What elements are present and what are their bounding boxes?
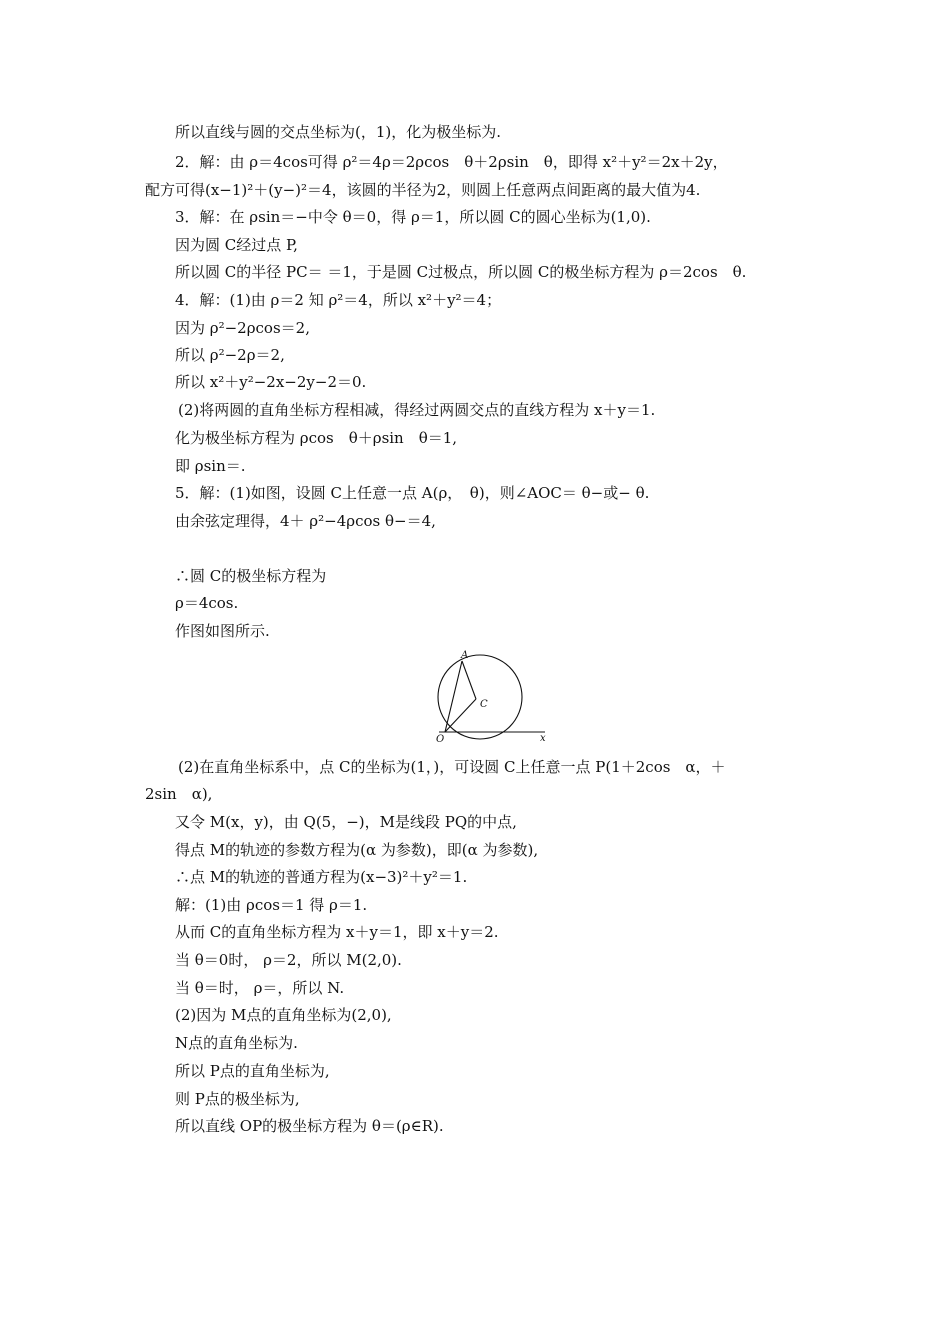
text-line: 2sin α), — [145, 785, 213, 803]
text-line: 作图如图所示. — [175, 622, 270, 640]
segment-oa — [445, 661, 462, 732]
text-line: 所以 ρ²−2ρ＝2, — [175, 346, 285, 364]
text-line: 所以直线 OP的极坐标方程为 θ＝(ρ∈R). — [175, 1117, 444, 1135]
text-line: 解：(1)由 ρcos＝1 得 ρ＝1. — [175, 896, 368, 914]
text-line: N点的直角坐标为. — [175, 1034, 298, 1052]
text-line: (2)在直角坐标系中，点 C的坐标为(1，)，可设圆 C上任意一点 P(1＋2cos α，＋ — [178, 758, 726, 776]
text-line: 由余弦定理得，4＋ ρ²−4ρcos θ−＝4, — [175, 512, 436, 530]
text-line: (2)因为 M点的直角坐标为(2,0), — [175, 1006, 392, 1024]
text-line: 所以 P点的直角坐标为, — [175, 1062, 330, 1080]
text-line: ∴圆 C的极坐标方程为 — [175, 567, 327, 585]
text-line: 所以圆 C的半径 PC＝ ＝1，于是圆 C过极点，所以圆 C的极坐标方程为 ρ＝2cos θ. — [175, 263, 747, 281]
text-line: 则 P点的极坐标为, — [175, 1090, 300, 1108]
text-line: 5．解：(1)如图，设圆 C上任意一点 A(ρ， θ)，则∠AOC＝ θ−或− θ. — [175, 484, 650, 502]
circle-figure — [425, 645, 555, 745]
label-x: x — [540, 733, 546, 744]
text-line: 因为 ρ²−2ρcos＝2, — [175, 319, 310, 337]
label-o: O — [436, 734, 445, 745]
text-line: 又令 M(x，y)，由 Q(5，−)，M是线段 PQ的中点, — [175, 813, 517, 831]
text-line: 4．解：(1)由 ρ＝2 知 ρ²＝4，所以 x²＋y²＝4； — [175, 291, 502, 309]
text-line: 所以直线与圆的交点坐标为(，1)，化为极坐标为. — [175, 123, 502, 141]
text-line: 从而 C的直角坐标方程为 x＋y＝1，即 x＋y＝2. — [175, 923, 499, 941]
text-line: ρ＝4cos. — [175, 594, 239, 612]
text-line: 配方可得(x−1)²＋(y−)²＝4，该圆的半径为2，则圆上任意两点间距离的最大值为4. — [145, 181, 701, 199]
text-line: 得点 M的轨迹的参数方程为(α 为参数)，即(α 为参数), — [175, 841, 539, 859]
label-c: C — [480, 699, 488, 710]
text-line: 2．解：由 ρ＝4cos可得 ρ²＝4ρ＝2ρcos θ＋2ρsin θ，即得 x²＋y²＝2x＋2y， — [175, 153, 728, 171]
text-line: ∴点 M的轨迹的普通方程为(x−3)²＋y²＝1. — [175, 868, 468, 886]
text-line: 即 ρsin＝. — [175, 457, 246, 475]
text-line: 所以 x²＋y²−2x−2y−2＝0. — [175, 373, 367, 391]
segment-ac — [462, 661, 476, 699]
text-line: 当 θ＝0时， ρ＝2，所以 M(2,0). — [175, 951, 402, 969]
text-line: 3．解：在 ρsin＝−中令 θ＝0，得 ρ＝1，所以圆 C的圆心坐标为(1,0). — [175, 208, 651, 226]
label-a: A — [461, 650, 469, 661]
circle-diagram-svg — [425, 645, 555, 745]
text-line: 化为极坐标方程为 ρcos θ＋ρsin θ＝1, — [175, 429, 458, 447]
text-line: 因为圆 C经过点 P, — [175, 236, 298, 254]
segment-oc — [445, 699, 476, 732]
text-line: 当 θ＝时， ρ＝，所以 N. — [175, 979, 345, 997]
text-line: (2)将两圆的直角坐标方程相减，得经过两圆交点的直线方程为 x＋y＝1. — [178, 401, 656, 419]
